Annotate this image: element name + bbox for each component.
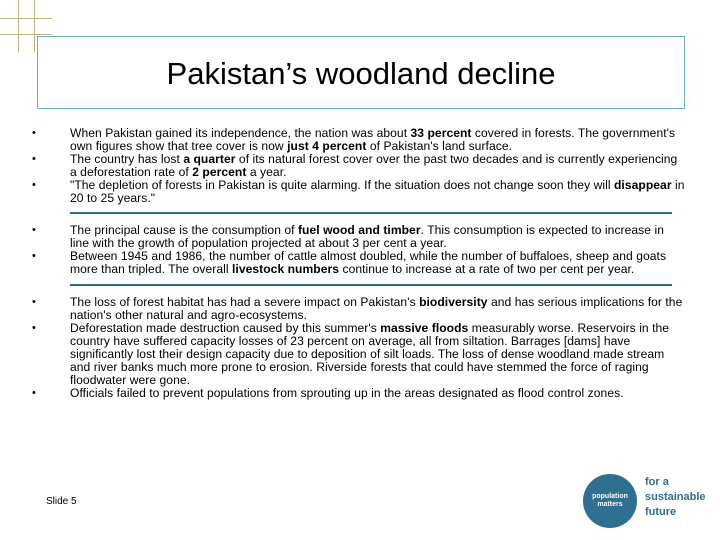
corner-decoration-line	[0, 34, 52, 35]
bullet-text: The loss of forest habitat has had a severe impact on Pakistan's	[70, 295, 420, 309]
bullet-emphasis: just 4 percent	[287, 139, 367, 153]
bullet-text: Deforestation made destruction caused by this summer's	[70, 321, 381, 335]
bullet-text: Between 1945 and 1986, the number of cattle almost doubled, while the number of buffaloes, sheep and goats more than tripled. The overall	[70, 249, 667, 276]
bullet-dot: •	[32, 296, 36, 308]
bullet-dot: •	[32, 224, 36, 236]
bullet-emphasis: a quarter	[183, 152, 236, 166]
bullet-text: Officials failed to prevent populations from sprouting up in the areas designated as flood control zones.	[70, 386, 624, 400]
bullet-item	[32, 250, 686, 276]
bullet-emphasis: 2 percent	[192, 165, 247, 179]
bullet-text: "The depletion of forests in Pakistan is quite alarming. If the situation does not change soon they will	[70, 178, 614, 192]
bullet-emphasis: 33 percent	[410, 126, 472, 140]
tagline-line: sustainable	[645, 491, 706, 503]
bullet-dot: •	[32, 153, 36, 165]
bullet-dot: •	[32, 322, 36, 334]
logo-text-line: matters	[597, 501, 623, 508]
population-matters-logo	[583, 474, 637, 528]
bullet-item	[32, 179, 686, 205]
bullet-dot: •	[32, 387, 36, 399]
bullet-text: and has serious implications for the nation's other natural and agro-ecosystems.	[70, 295, 683, 322]
bullet-section-3	[32, 296, 686, 400]
bullet-text: a year.	[246, 165, 287, 179]
corner-decoration-line	[18, 0, 19, 52]
bullet-dot: •	[32, 127, 36, 139]
bullet-text: covered in forests. The government's own figures show that tree cover is now	[70, 126, 676, 153]
corner-decoration-line	[34, 0, 35, 52]
bullet-text: The principal cause is the consumption of	[70, 223, 298, 237]
bullet-text: in 20 to 25 years."	[70, 178, 685, 205]
bullet-text: continue to increase at a rate of two per cent per year.	[339, 262, 635, 276]
logo-tagline	[645, 475, 715, 520]
bullet-text: When Pakistan gained its independence, the nation was about	[70, 126, 411, 140]
bullet-emphasis: biodiversity	[419, 295, 488, 309]
slide-number: Slide 5	[46, 496, 77, 507]
bullet-item	[32, 322, 686, 387]
bullet-section-2	[32, 224, 686, 276]
corner-decoration-line	[0, 18, 52, 19]
bullet-item	[32, 296, 686, 322]
section-divider	[70, 284, 672, 286]
bullet-item	[32, 127, 686, 153]
bullet-item	[32, 387, 686, 400]
bullet-dot: •	[32, 250, 36, 262]
tagline-line: future	[645, 506, 677, 518]
slide-body	[32, 127, 686, 400]
slide-title: Pakistan’s woodland decline	[166, 55, 556, 91]
bullet-text: . This consumption is expected to increase in line with the growth of population projected at about 3 per cent a year.	[70, 223, 664, 250]
title-box	[37, 36, 685, 109]
bullet-item	[32, 224, 686, 250]
bullet-text: of its natural forest cover over the past two decades and is currently experiencing a deforestation rate of	[70, 152, 678, 179]
bullet-text: The country has lost	[70, 152, 184, 166]
bullet-dot: •	[32, 179, 36, 191]
bullet-text: measurably worse. Reservoirs in the country have suffered capacity losses of 23 percent on average, all from siltation. Barrages [dams] have significantly lost their design capacity due to deposition of silt loads. The loss of dense woodland made stream and river banks much more prone to erosion. Riverside forests that could have stemmed the force of raging floodwater were gone.	[70, 321, 670, 387]
bullet-emphasis: livestock numbers	[232, 262, 340, 276]
bullet-emphasis: fuel wood and timber	[297, 223, 421, 237]
bullet-text: of Pakistan's land surface.	[366, 139, 513, 153]
logo-text-line: population	[592, 493, 628, 500]
bullet-item	[32, 153, 686, 179]
tagline-line: for a	[645, 476, 669, 488]
bullet-section-1	[32, 127, 686, 205]
bullet-emphasis: disappear	[614, 178, 672, 192]
section-divider	[70, 212, 672, 214]
bullet-emphasis: massive floods	[380, 321, 469, 335]
